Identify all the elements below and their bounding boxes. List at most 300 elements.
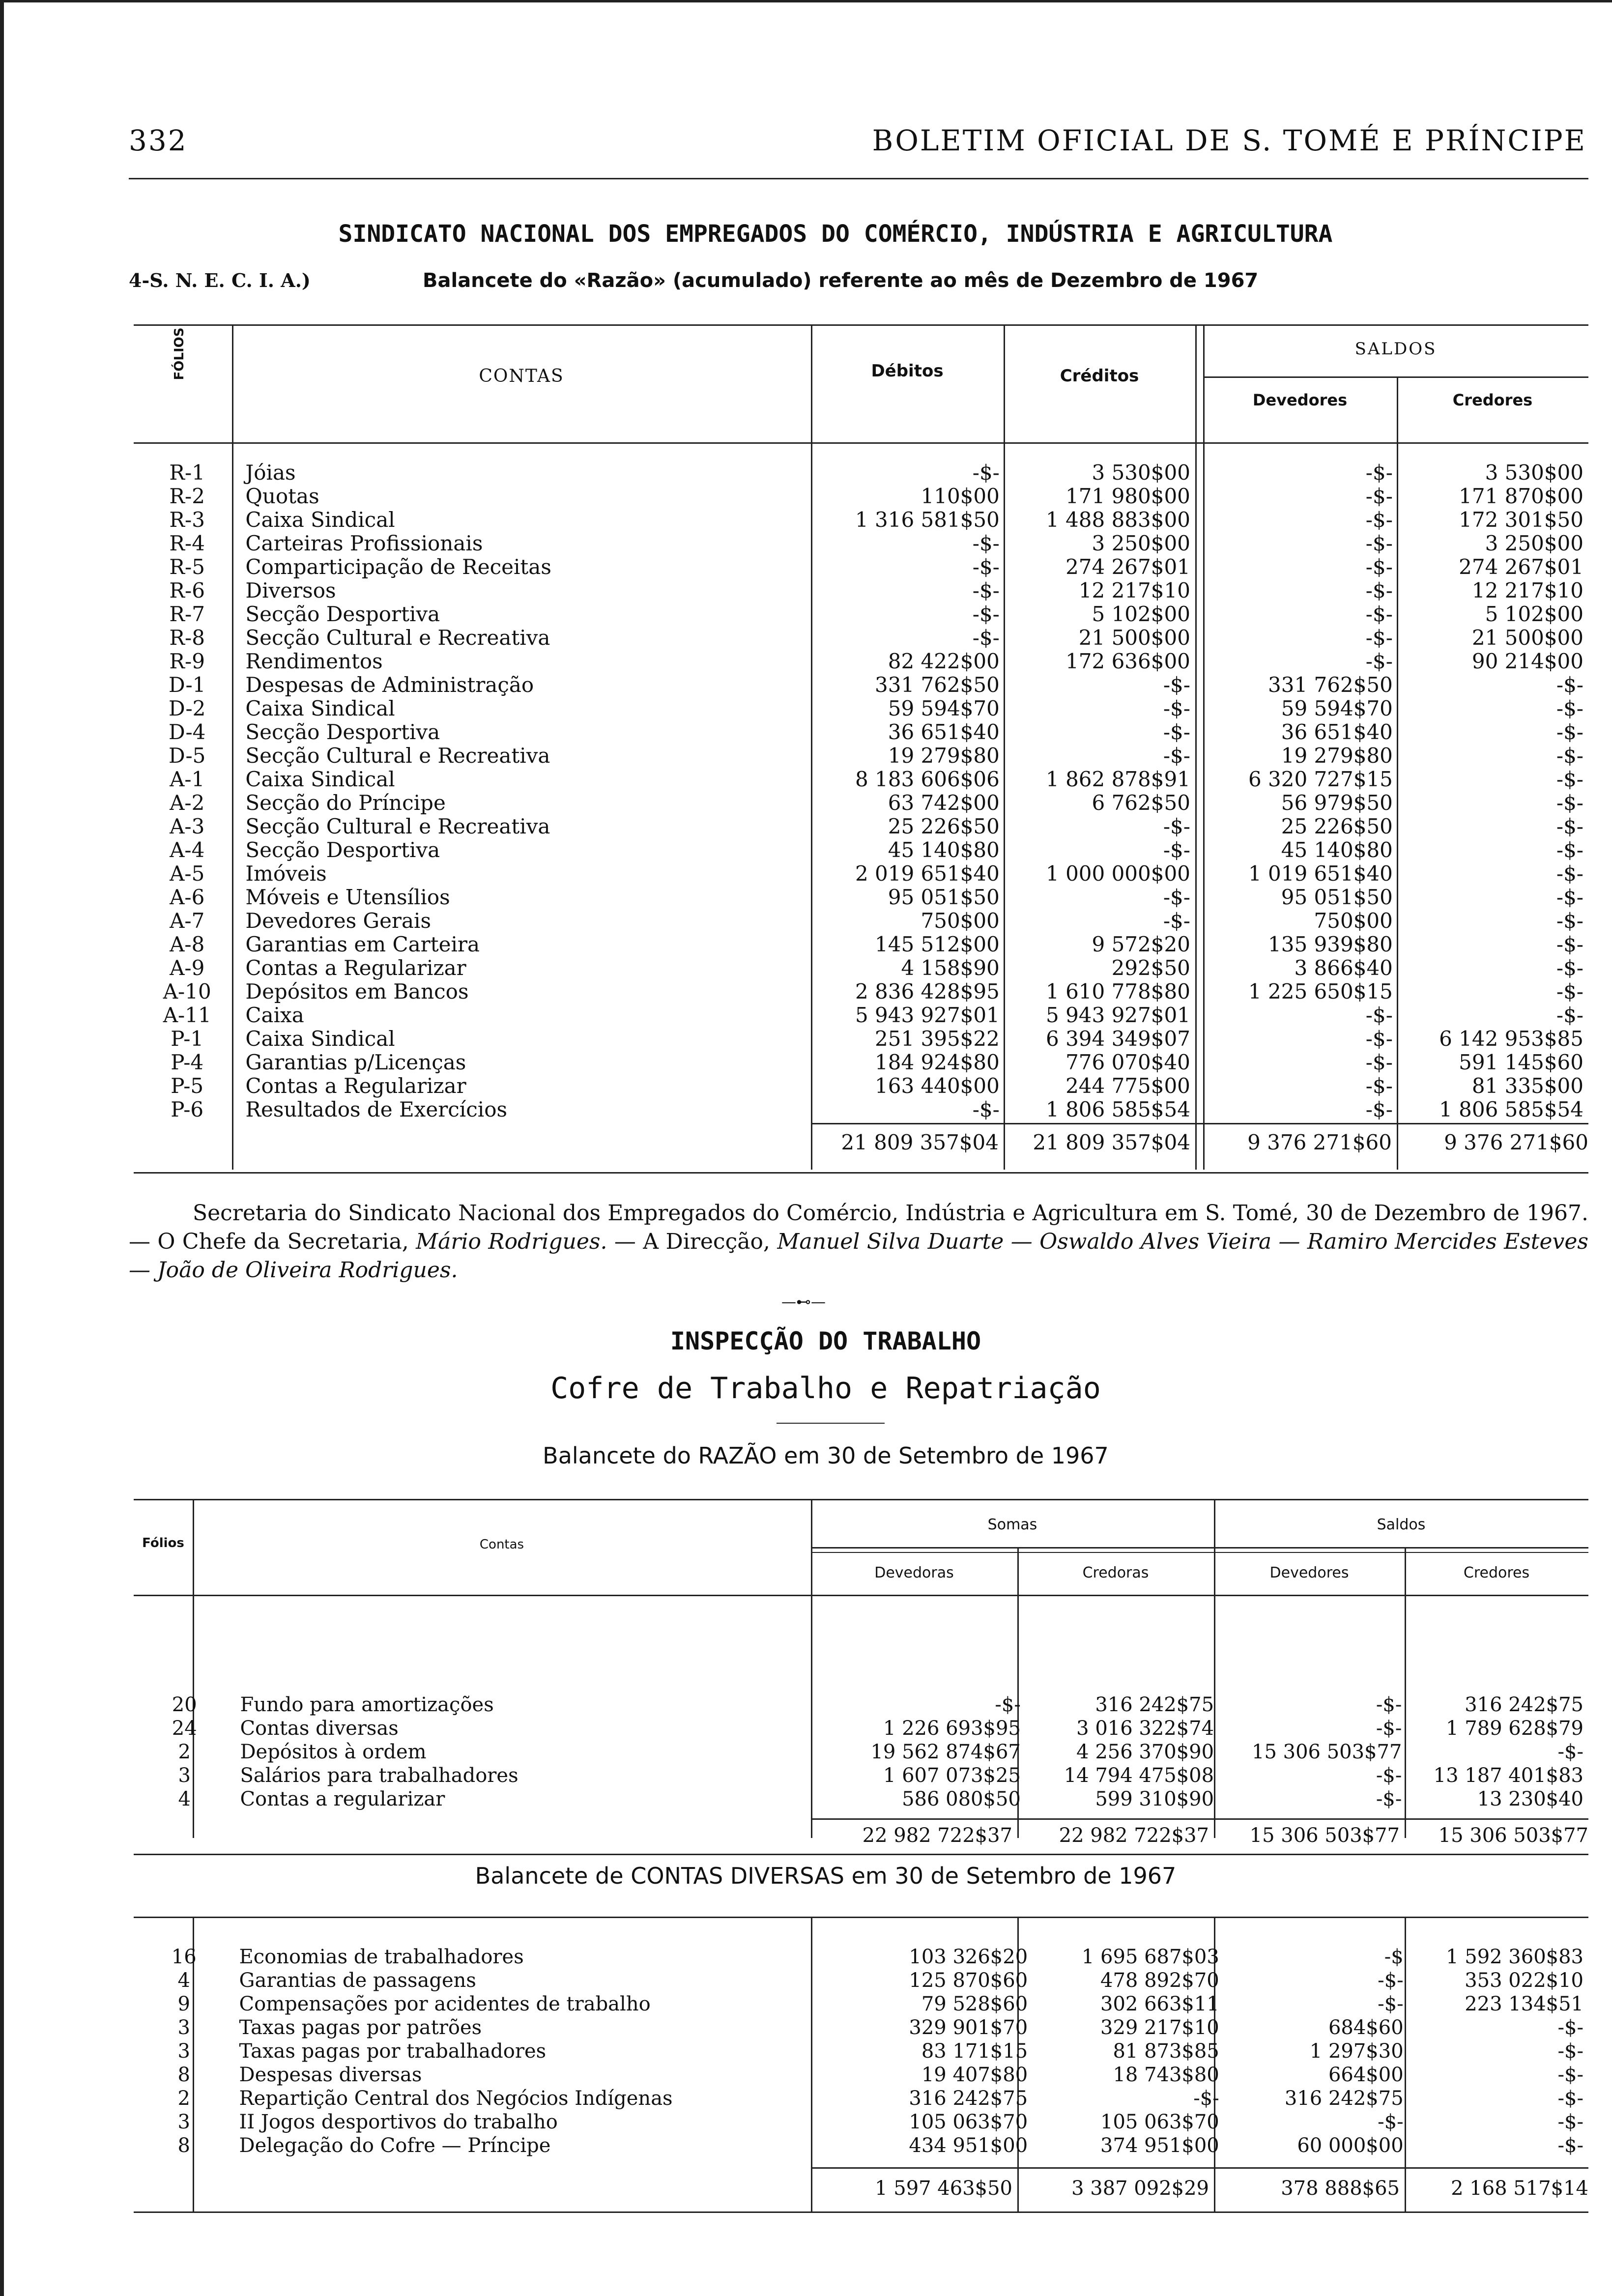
row-debit: 586 080$50 <box>902 1788 1021 1810</box>
row-gap <box>1195 603 1205 626</box>
row-balance-credit: -$- <box>1556 956 1583 980</box>
row-gap <box>1195 909 1205 933</box>
table-row <box>134 1717 1588 1740</box>
row-account-name: Economias de trabalhadores <box>239 1946 524 1968</box>
t2-total-deb: 22 982 722$37 <box>862 1824 1012 1847</box>
row-debit: 110$00 <box>921 484 1000 508</box>
table2-top-rule <box>134 1499 1588 1500</box>
table-row <box>134 650 1588 673</box>
row-account-name: Comparticipação de Receitas <box>245 555 551 579</box>
row-gap <box>1195 461 1205 485</box>
row-debit: 36 651$40 <box>888 720 1000 744</box>
row-account-name: Caixa Sindical <box>245 767 395 791</box>
row-balance-credit: 172 301$50 <box>1459 508 1583 532</box>
row-code: 3 <box>177 2016 190 2039</box>
row-credit: 1 862 878$91 <box>1046 767 1190 791</box>
row-debit: 103 326$20 <box>909 1946 1028 1968</box>
row-balance-debit: -$- <box>1376 1693 1402 1716</box>
section1-ref: 4-S. N. E. C. I. A.) <box>129 269 311 291</box>
table-row <box>134 1945 1588 1969</box>
table-row <box>134 909 1588 933</box>
row-account-name: Devedores Gerais <box>245 909 432 933</box>
ledger-table-1 <box>134 461 1588 1121</box>
row-gap <box>1195 1004 1205 1027</box>
row-credit: 478 892$70 <box>1100 1969 1219 1992</box>
row-balance-debit: -$- <box>1365 460 1393 485</box>
row-balance-debit: 1 297$30 <box>1309 2040 1404 2063</box>
row-account-name: Secção Desportiva <box>245 720 440 744</box>
table-row <box>134 1992 1588 2016</box>
row-credit: 14 794 475$08 <box>1064 1764 1214 1787</box>
row-gap <box>1195 815 1205 838</box>
row-gap <box>1195 1051 1205 1074</box>
table1-total-rule <box>811 1123 1588 1124</box>
row-balance-debit: 1 225 650$15 <box>1248 979 1393 1004</box>
row-balance-debit: 59 594$70 <box>1281 696 1393 720</box>
t1-total-cre: 9 376 271$60 <box>1444 1130 1588 1154</box>
row-balance-credit: -$- <box>1557 2016 1583 2039</box>
row-balance-debit: 331 762$50 <box>1268 673 1393 697</box>
row-code: A-7 <box>170 909 205 933</box>
t2-col-contas: Contas <box>479 1537 524 1552</box>
t3-total-dev: 378 888$65 <box>1281 2177 1400 2200</box>
table-row <box>134 862 1588 886</box>
row-credit: 6 394 349$07 <box>1046 1027 1190 1051</box>
row-debit: 19 279$80 <box>888 744 1000 768</box>
row-account-name: Diversos <box>245 578 336 603</box>
row-gap <box>1195 532 1205 555</box>
table-row <box>134 933 1588 956</box>
footer-signature: Mário Rodrigues. <box>416 1229 607 1254</box>
row-gap <box>1195 579 1205 603</box>
row-debit: -$- <box>995 1693 1021 1716</box>
col-debitos: Débitos <box>871 361 944 381</box>
table-row <box>134 2087 1588 2110</box>
row-credit: -$- <box>1163 744 1190 768</box>
row-code: 2 <box>178 1741 191 1763</box>
row-balance-debit: -$- <box>1365 484 1393 508</box>
row-balance-debit: -$- <box>1365 1074 1393 1098</box>
row-account-name: Depósitos à ordem <box>240 1741 427 1763</box>
row-balance-credit: 274 267$01 <box>1459 555 1583 579</box>
table1-saldos-rule <box>1203 376 1588 378</box>
row-credit: -$- <box>1163 814 1190 838</box>
row-balance-debit: 316 242$75 <box>1284 2087 1404 2110</box>
row-balance-debit: 19 279$80 <box>1281 744 1393 768</box>
row-balance-credit: -$- <box>1556 932 1583 956</box>
row-balance-credit: 3 530$00 <box>1485 460 1583 485</box>
row-credit: -$- <box>1163 696 1190 720</box>
row-code: D-4 <box>169 720 206 744</box>
row-debit: 1 607 073$25 <box>883 1764 1021 1787</box>
row-debit: 83 171$15 <box>921 2040 1028 2063</box>
row-code: 24 <box>172 1717 197 1740</box>
row-account-name: Secção Cultural e Recreativa <box>245 626 550 650</box>
row-balance-credit: -$- <box>1556 1003 1583 1027</box>
ledger-table-2 <box>134 1693 1588 1811</box>
row-credit: 81 873$85 <box>1113 2040 1219 2063</box>
row-gap <box>1195 862 1205 886</box>
table3-total-rule <box>811 2167 1588 2169</box>
row-balance-credit: 13 230$40 <box>1477 1788 1583 1810</box>
row-account-name: Garantias de passagens <box>239 1969 476 1992</box>
table2-total-rule <box>811 1818 1588 1820</box>
row-balance-debit: -$- <box>1378 1993 1404 2015</box>
table-row <box>134 2110 1588 2134</box>
table2-sub-rule-2 <box>811 1552 1588 1553</box>
row-credit: 3 530$00 <box>1092 460 1190 485</box>
row-gap <box>1195 768 1205 791</box>
row-debit: -$- <box>972 626 1000 650</box>
row-gap <box>1195 791 1205 815</box>
row-code: A-8 <box>170 932 205 956</box>
row-credit: 1 610 778$80 <box>1046 979 1190 1004</box>
row-code: R-2 <box>169 484 205 508</box>
row-balance-credit: 90 214$00 <box>1471 649 1583 673</box>
table-row <box>134 980 1588 1004</box>
row-balance-credit: 81 335$00 <box>1471 1074 1583 1098</box>
footer-direction: — A Direcção, <box>614 1229 770 1254</box>
row-balance-debit: -$- <box>1365 555 1393 579</box>
table1-top-rule <box>134 324 1588 326</box>
row-code: R-6 <box>169 578 205 603</box>
table-row <box>134 485 1588 508</box>
row-code: 16 <box>171 1946 197 1968</box>
t2-total-cre: 15 306 503$77 <box>1438 1824 1588 1847</box>
row-balance-debit: -$- <box>1365 1050 1393 1074</box>
table-row <box>134 2016 1588 2039</box>
row-account-name: Repartição Central dos Negócios Indígenas <box>239 2087 673 2110</box>
row-debit: 5 943 927$01 <box>855 1003 1000 1027</box>
row-debit: 1 316 581$50 <box>855 508 1000 532</box>
table-row <box>134 1004 1588 1027</box>
row-debit: 19 407$80 <box>921 2064 1028 2086</box>
row-debit: 163 440$00 <box>875 1074 1000 1098</box>
row-balance-credit: -$- <box>1556 744 1583 768</box>
table-row <box>134 555 1588 579</box>
section1-footer <box>129 1199 1588 1285</box>
table-row <box>134 815 1588 838</box>
col-devedores: Devedores <box>1252 391 1348 409</box>
t2-col-credores: Credores <box>1463 1564 1530 1581</box>
row-credit: 172 636$00 <box>1065 649 1190 673</box>
row-code: 3 <box>177 2111 190 2133</box>
t2-col-devedores: Devedores <box>1269 1564 1349 1581</box>
row-code: 20 <box>172 1693 197 1716</box>
row-balance-credit: 6 142 953$85 <box>1439 1027 1583 1051</box>
table3-bottom-rule <box>134 2211 1588 2213</box>
table-row <box>134 2134 1588 2157</box>
row-debit: 79 528$60 <box>921 1993 1028 2015</box>
row-code: A-3 <box>170 814 205 838</box>
row-balance-credit: 5 102$00 <box>1485 602 1583 626</box>
row-debit: 434 951$00 <box>909 2134 1028 2157</box>
row-code: A-5 <box>170 861 205 886</box>
row-code: D-1 <box>169 673 206 697</box>
row-account-name: Secção Desportiva <box>245 838 440 862</box>
section2-title: INSPECÇÃO DO TRABALHO <box>670 1327 981 1355</box>
col-saldos: SALDOS <box>1354 339 1437 359</box>
row-balance-debit: -$- <box>1365 578 1393 603</box>
row-debit: 251 395$22 <box>875 1027 1000 1051</box>
row-balance-credit: -$- <box>1556 838 1583 862</box>
section1-title: SINDICATO NACIONAL DOS EMPREGADOS DO COMÉRCIO, INDÚSTRIA E AGRICULTURA <box>338 220 1333 248</box>
row-code: R-3 <box>169 508 205 532</box>
row-code: P-5 <box>171 1074 204 1098</box>
section1-subtitle: Balancete do «Razão» (acumulado) referente ao mês de Dezembro de 1967 <box>423 269 1259 292</box>
row-code: 3 <box>177 2040 190 2063</box>
row-gap <box>1195 956 1205 980</box>
row-balance-debit: -$- <box>1376 1788 1402 1810</box>
row-balance-credit: -$- <box>1557 2040 1583 2063</box>
row-balance-credit: 21 500$00 <box>1471 626 1583 650</box>
row-code: 9 <box>177 1993 190 2015</box>
row-balance-debit: -$- <box>1365 1097 1393 1121</box>
row-gap <box>1195 1027 1205 1051</box>
row-gap <box>1195 744 1205 768</box>
row-gap <box>1195 838 1205 862</box>
row-debit: 63 742$00 <box>888 791 1000 815</box>
row-gap <box>1195 650 1205 673</box>
row-credit: -$- <box>1193 2087 1219 2110</box>
row-account-name: Quotas <box>245 484 319 508</box>
row-account-name: Contas a Regularizar <box>245 1074 466 1098</box>
row-code: A-4 <box>170 838 205 862</box>
row-credit: 316 242$75 <box>1095 1693 1214 1716</box>
table2-bottom-rule <box>134 1854 1588 1855</box>
row-debit: 2 836 428$95 <box>855 979 1000 1004</box>
row-balance-credit: -$- <box>1556 720 1583 744</box>
t2-total-cred: 22 982 722$37 <box>1059 1824 1209 1847</box>
table-row <box>134 768 1588 791</box>
row-code: P-6 <box>171 1097 204 1121</box>
row-gap <box>1195 980 1205 1004</box>
table-row <box>134 697 1588 720</box>
table2-sub-rule <box>811 1547 1588 1549</box>
row-balance-credit: 12 217$10 <box>1471 578 1583 603</box>
row-credit: 274 267$01 <box>1065 555 1190 579</box>
t1-total-cred: 21 809 357$04 <box>1033 1130 1190 1154</box>
row-balance-debit: -$- <box>1378 2111 1404 2133</box>
row-balance-debit: -$- <box>1365 626 1393 650</box>
row-balance-credit: -$- <box>1557 1741 1583 1763</box>
row-code: A-11 <box>163 1003 211 1027</box>
row-account-name: Secção Cultural e Recreativa <box>245 744 550 768</box>
row-gap <box>1195 508 1205 532</box>
row-debit: 125 870$60 <box>909 1969 1028 1992</box>
table1-header-bottom <box>134 442 1588 444</box>
row-balance-debit: 56 979$50 <box>1281 791 1393 815</box>
table-row <box>134 744 1588 768</box>
row-balance-credit: 1 592 360$83 <box>1446 1946 1583 1968</box>
row-account-name: Secção Desportiva <box>245 602 440 626</box>
row-gap <box>1195 697 1205 720</box>
t2-col-saldos: Saldos <box>1377 1516 1426 1533</box>
row-balance-debit: -$ <box>1384 1946 1404 1968</box>
col-contas: CONTAS <box>479 366 564 386</box>
row-balance-debit: 750$00 <box>1314 909 1393 933</box>
row-balance-credit: -$- <box>1556 791 1583 815</box>
row-code: R-4 <box>169 531 205 555</box>
row-balance-credit: 13 187 401$83 <box>1433 1764 1583 1787</box>
table-row <box>134 673 1588 697</box>
row-account-name: II Jogos desportivos do trabalho <box>239 2111 558 2133</box>
row-credit: 5 943 927$01 <box>1046 1003 1190 1027</box>
row-credit: 244 775$00 <box>1065 1074 1190 1098</box>
row-credit: 1 000 000$00 <box>1046 861 1190 886</box>
row-account-name: Garantias p/Licenças <box>245 1050 466 1074</box>
table-row <box>134 1740 1588 1764</box>
section2-subtitle: Cofre de Trabalho e Repatriação <box>550 1371 1101 1406</box>
row-balance-credit: -$- <box>1557 2064 1583 2086</box>
table-row <box>134 603 1588 626</box>
row-balance-credit: -$- <box>1556 767 1583 791</box>
col-credores: Credores <box>1452 391 1533 409</box>
row-balance-credit: 3 250$00 <box>1485 531 1583 555</box>
table-row <box>134 1764 1588 1787</box>
row-account-name: Rendimentos <box>245 649 383 673</box>
row-balance-debit: -$- <box>1365 508 1393 532</box>
row-code: A-6 <box>170 885 205 909</box>
row-code: R-7 <box>169 602 205 626</box>
row-account-name: Contas diversas <box>240 1717 399 1740</box>
row-code: 8 <box>177 2064 190 2086</box>
table-row <box>134 1693 1588 1717</box>
row-balance-credit: -$- <box>1556 885 1583 909</box>
table-row <box>134 956 1588 980</box>
row-balance-credit: -$- <box>1556 696 1583 720</box>
row-balance-debit: -$- <box>1365 1003 1393 1027</box>
row-balance-credit: -$- <box>1556 861 1583 886</box>
row-account-name: Salários para trabalhadores <box>240 1764 518 1787</box>
row-account-name: Despesas de Administração <box>245 673 534 697</box>
row-account-name: Carteiras Profissionais <box>245 531 483 555</box>
table-row <box>134 791 1588 815</box>
row-account-name: Contas a Regularizar <box>245 956 466 980</box>
row-account-name: Caixa Sindical <box>245 1027 395 1051</box>
row-balance-credit: -$- <box>1556 979 1583 1004</box>
row-debit: 59 594$70 <box>888 696 1000 720</box>
row-debit: -$- <box>972 460 1000 485</box>
table-row <box>134 1074 1588 1098</box>
row-gap <box>1195 555 1205 579</box>
table-row <box>134 508 1588 532</box>
row-credit: 1 806 585$54 <box>1046 1097 1190 1121</box>
table-row <box>134 1098 1588 1121</box>
section3-title: Balancete de CONTAS DIVERSAS em 30 de Setembro de 1967 <box>475 1863 1177 1889</box>
row-account-name: Secção Cultural e Recreativa <box>245 814 550 838</box>
row-code: 8 <box>177 2134 190 2157</box>
row-balance-credit: 171 870$00 <box>1459 484 1583 508</box>
row-debit: 4 158$90 <box>901 956 1000 980</box>
row-code: D-2 <box>169 696 206 720</box>
row-account-name: Taxas pagas por trabalhadores <box>239 2040 547 2063</box>
row-balance-debit: 95 051$50 <box>1281 885 1393 909</box>
table-row <box>134 720 1588 744</box>
row-balance-debit: -$- <box>1365 602 1393 626</box>
row-code: 4 <box>177 1969 190 1992</box>
row-balance-credit: 223 134$51 <box>1465 1993 1583 2015</box>
row-debit: 145 512$00 <box>875 932 1000 956</box>
row-code: 4 <box>178 1788 191 1810</box>
table-row <box>134 838 1588 862</box>
row-balance-debit: 3 866$40 <box>1294 956 1393 980</box>
row-account-name: Caixa <box>245 1003 304 1027</box>
row-credit: 3 250$00 <box>1092 531 1190 555</box>
row-credit: 1 488 883$00 <box>1046 508 1190 532</box>
row-balance-debit: 60 000$00 <box>1297 2134 1404 2157</box>
row-balance-credit: 353 022$10 <box>1465 1969 1583 1992</box>
t2-col-credoras: Credoras <box>1082 1564 1149 1581</box>
table-row <box>134 1027 1588 1051</box>
row-debit: 2 019 651$40 <box>855 861 1000 886</box>
table-row <box>134 626 1588 650</box>
row-balance-debit: -$- <box>1376 1764 1402 1787</box>
t3-total-deb: 1 597 463$50 <box>875 2177 1012 2200</box>
row-credit: 292$50 <box>1111 956 1190 980</box>
row-balance-debit: 45 140$80 <box>1281 838 1393 862</box>
row-balance-credit: -$- <box>1556 909 1583 933</box>
row-balance-debit: -$- <box>1365 1027 1393 1051</box>
row-debit: 82 422$00 <box>888 649 1000 673</box>
row-debit: 316 242$75 <box>909 2087 1028 2110</box>
row-code: R-5 <box>169 555 205 579</box>
t1-total-deb: 21 809 357$04 <box>841 1130 999 1154</box>
table-row <box>134 2063 1588 2087</box>
row-account-name: Contas a regularizar <box>240 1788 445 1810</box>
row-balance-credit: 1 789 628$79 <box>1446 1717 1583 1740</box>
page-number: 332 <box>129 124 188 157</box>
row-account-name: Secção do Príncipe <box>245 791 446 815</box>
row-debit: 331 762$50 <box>875 673 1000 697</box>
row-debit: -$- <box>972 555 1000 579</box>
row-credit: -$- <box>1163 885 1190 909</box>
row-balance-credit: 591 145$60 <box>1459 1050 1583 1074</box>
row-credit: 171 980$00 <box>1065 484 1190 508</box>
row-balance-debit: -$- <box>1365 531 1393 555</box>
row-debit: 750$00 <box>921 909 1000 933</box>
row-credit: 776 070$40 <box>1065 1050 1190 1074</box>
header-rule <box>129 178 1588 179</box>
row-balance-debit: 135 939$80 <box>1268 932 1393 956</box>
row-credit: -$- <box>1163 909 1190 933</box>
row-debit: 25 226$50 <box>888 814 1000 838</box>
t2-col-somas: Somas <box>987 1516 1037 1533</box>
row-balance-debit: 6 320 727$15 <box>1248 767 1393 791</box>
row-debit: 8 183 606$06 <box>855 767 1000 791</box>
row-code: 2 <box>177 2087 190 2110</box>
row-credit: 9 572$20 <box>1092 932 1190 956</box>
row-balance-debit: 36 651$40 <box>1281 720 1393 744</box>
row-code: A-9 <box>170 956 205 980</box>
section2-balancete-title: Balancete do RAZÃO em 30 de Setembro de 1967 <box>543 1442 1109 1469</box>
row-credit: 599 310$90 <box>1095 1788 1214 1810</box>
row-balance-debit: 15 306 503$77 <box>1252 1741 1402 1763</box>
row-gap <box>1195 1098 1205 1121</box>
table-row <box>134 2039 1588 2063</box>
row-balance-debit: 25 226$50 <box>1281 814 1393 838</box>
row-gap <box>1195 673 1205 697</box>
row-balance-credit: -$- <box>1557 2134 1583 2157</box>
table-row <box>134 461 1588 485</box>
row-account-name: Caixa Sindical <box>245 508 395 532</box>
table-row <box>134 1051 1588 1074</box>
row-account-name: Jóias <box>245 460 296 485</box>
row-balance-credit: -$- <box>1557 2087 1583 2110</box>
row-credit: 1 695 687$03 <box>1081 1946 1219 1968</box>
row-debit: 19 562 874$67 <box>870 1741 1021 1763</box>
row-account-name: Garantias em Carteira <box>245 932 480 956</box>
